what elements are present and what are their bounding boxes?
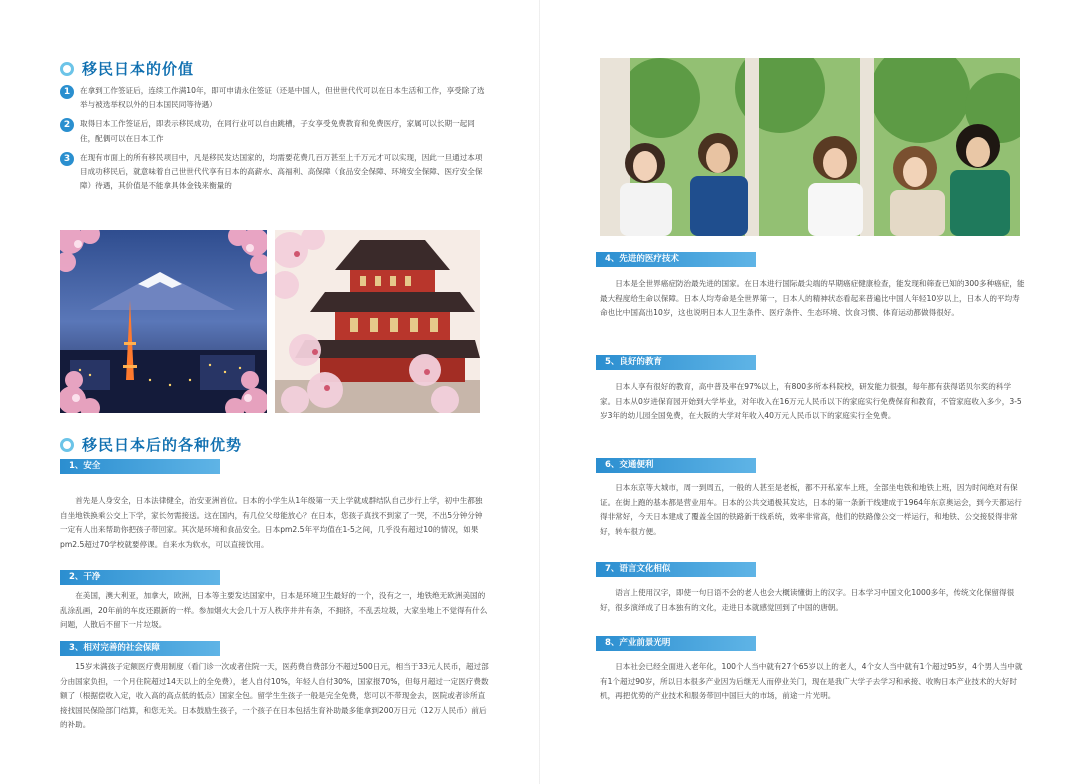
number-badge: 3: [60, 152, 74, 166]
number-badge: 2: [60, 118, 74, 132]
section-body: 日本东京等大城市，周一到周五，一般的人甚至是老板，都不开私家车上班，全部坐电铁和地铁上班，因为时间绝对有保证。在街上跑的基本都是营业用车。日本的公共交通极其发达，日本的第一条新干线建成于1964年东京奥运会，到今天都运行得非常好，今天日本建成了覆盖全国的铁路新干线系统，效率非常高，他们的铁路像公交一样运行，和地铁、公交接驳得非常好，转车很方便。: [600, 483, 1022, 536]
section-body: 语言上使用汉字，即使一句日语不会的老人也会大概读懂街上的汉字。日本学习中国文化1000多年，传统文化保留得很好，很多演绎成了日本独有的文化，走进日本就感觉回到了中国的唐朝。: [600, 588, 1015, 612]
section-body: 15岁未满孩子定额医疗费用制度（看门诊一次或者住院一天，医药费自费部分不超过500日元，相当于33元人民币，超过部分由国家负担，一个月住院超过14天以上的全免费），老人自付10%，年轻人自付30%，国家报70%，但每月超过一定医疗费数额了（根据偿收入定，收入高的高点低的低点）国家全包。留学生生孩子一般是完全免费，您可以不带现金去，医院或者诊所直接找国民保险部门结算，和您无关。日本鼓励生孩子，一个孩子在日本包括生育补助最多能拿到200万日元（12万人民币）前后的补助。: [60, 662, 489, 730]
right-page: [540, 0, 1080, 784]
section-tag: 8、产业前景光明: [596, 636, 756, 651]
section-body: 日本社会已经全面进入老年化，100个人当中就有27个65岁以上的老人，4个女人当中就有1个超过95岁，4个男人当中就有1个超过90岁，所以日本很多产业因为后继无人而停业关门，现在是我广大学子去学习和承接、收购日本产业技术的大好时机，再把优势的产业技术和服务带回中国巨大的市场，前途一片光明。: [600, 662, 1023, 701]
section-body: 首先是人身安全，日本法律健全，治安亚洲首位。日本的小学生从1年级第一天上学就成群结队自己步行上学，初中生都独自坐地铁换乘公交上下学，家长勿需接送。这在国内，有几位父母能放心？在日本，您孩子真找不到家了一哭，不出5分钟分钟一定有人出来帮助你把孩子带回家。其次是环境和食品安全。日本pm2.5年平均值在1-5之间，几乎没有超过10的情况，如果pm2.5超过70学校就要停课。自来水为软水，可以直接饮用。: [60, 496, 483, 549]
list-item-text: 在拿到工作签证后，连续工作满10年，即可申请永住签证（还是中国人，但世世代代可以在日本生活和工作，享受除了选举与被选举权以外的日本国民同等待遇）: [80, 86, 485, 110]
title-text: 移民日本的价值: [82, 60, 195, 78]
list-item: [60, 84, 488, 112]
title-text: 移民日本后的各种优势: [82, 436, 243, 454]
section-tag: 6、交通便利: [596, 458, 756, 473]
ring-icon: [60, 62, 74, 76]
section-body: 日本是全世界癌症防治最先进的国家。在日本进行国际最尖端的早期癌症健康检查，能发现和筛查已知的300多种癌症，能最大程度给生命以保障。日本人均寿命是全世界第一，日本人的精神状态看起来普遍比中国人年轻10岁以上，日本人的平均寿命也比中国高出10岁，这也说明日本人卫生条件、医疗条件、生态环境、饮食习惯、体育运动都做得很好。: [600, 279, 1025, 318]
fuji-tower-photo: [60, 230, 267, 413]
section-body: 日本人享有很好的教育，高中普及率在97%以上，有800多所本科院校，研发能力很强，每年都有获得诺贝尔奖的科学家。日本从0岁进保育园开始到大学毕业，对年收入在16万元人民币以下的家庭实行免费保育和教育，不管家庭收入多少，3-5岁3年的幼儿园全国免费，在大阪的大学对年收入40万元人民币以下的家庭实行全免费。: [600, 382, 1022, 421]
section-title-advantages: [60, 434, 242, 455]
section-tag: 3、相对完善的社会保障: [60, 641, 220, 656]
number-badge: 1: [60, 85, 74, 99]
section-tag: 5、良好的教育: [596, 355, 756, 370]
list-item: [60, 117, 488, 145]
section-title-value: [60, 58, 194, 79]
students-photo: [600, 58, 1020, 236]
section-tag: 7、语言文化相似: [596, 562, 756, 577]
section-body: 在美国，澳大利亚，加拿大，欧洲，日本等主要发达国家中，日本是环境卫生最好的一个，没有之一，地铁绝无欧洲美国的乱涂乱画，20年前的车皮还跟新的一样。参加烟火大会几十万人秩序井井有条，不拥挤，不乱丢垃圾，大家坐地上不觉得有什么问题，人散后不留下一片垃圾。: [60, 591, 488, 630]
list-item: [60, 151, 488, 194]
value-list: [60, 84, 488, 198]
section-tag: 1、安全: [60, 459, 220, 474]
list-item-text: 取得日本工作签证后，即表示移民成功，在同行业可以自由跳槽，子女享受免费教育和免费医疗，家属可以长期一起同住，配偶可以在日本工作: [80, 119, 475, 143]
ring-icon: [60, 438, 74, 452]
section-tag: 4、先进的医疗技术: [596, 252, 756, 267]
section-tag: 2、干净: [60, 570, 220, 585]
pagoda-photo: [275, 230, 480, 413]
list-item-text: 在现有市面上的所有移民项目中，凡是移民发达国家的，均需要花费几百万甚至上千万元才可以实现，因此一旦通过本项目成功移民后，就意味着自己世世代代享有日本的高薪水、高福利、高保障（食品安全保障、环境安全保障、医疗安全保障）待遇，其价值是不能拿具体金钱来衡量的: [80, 152, 483, 191]
